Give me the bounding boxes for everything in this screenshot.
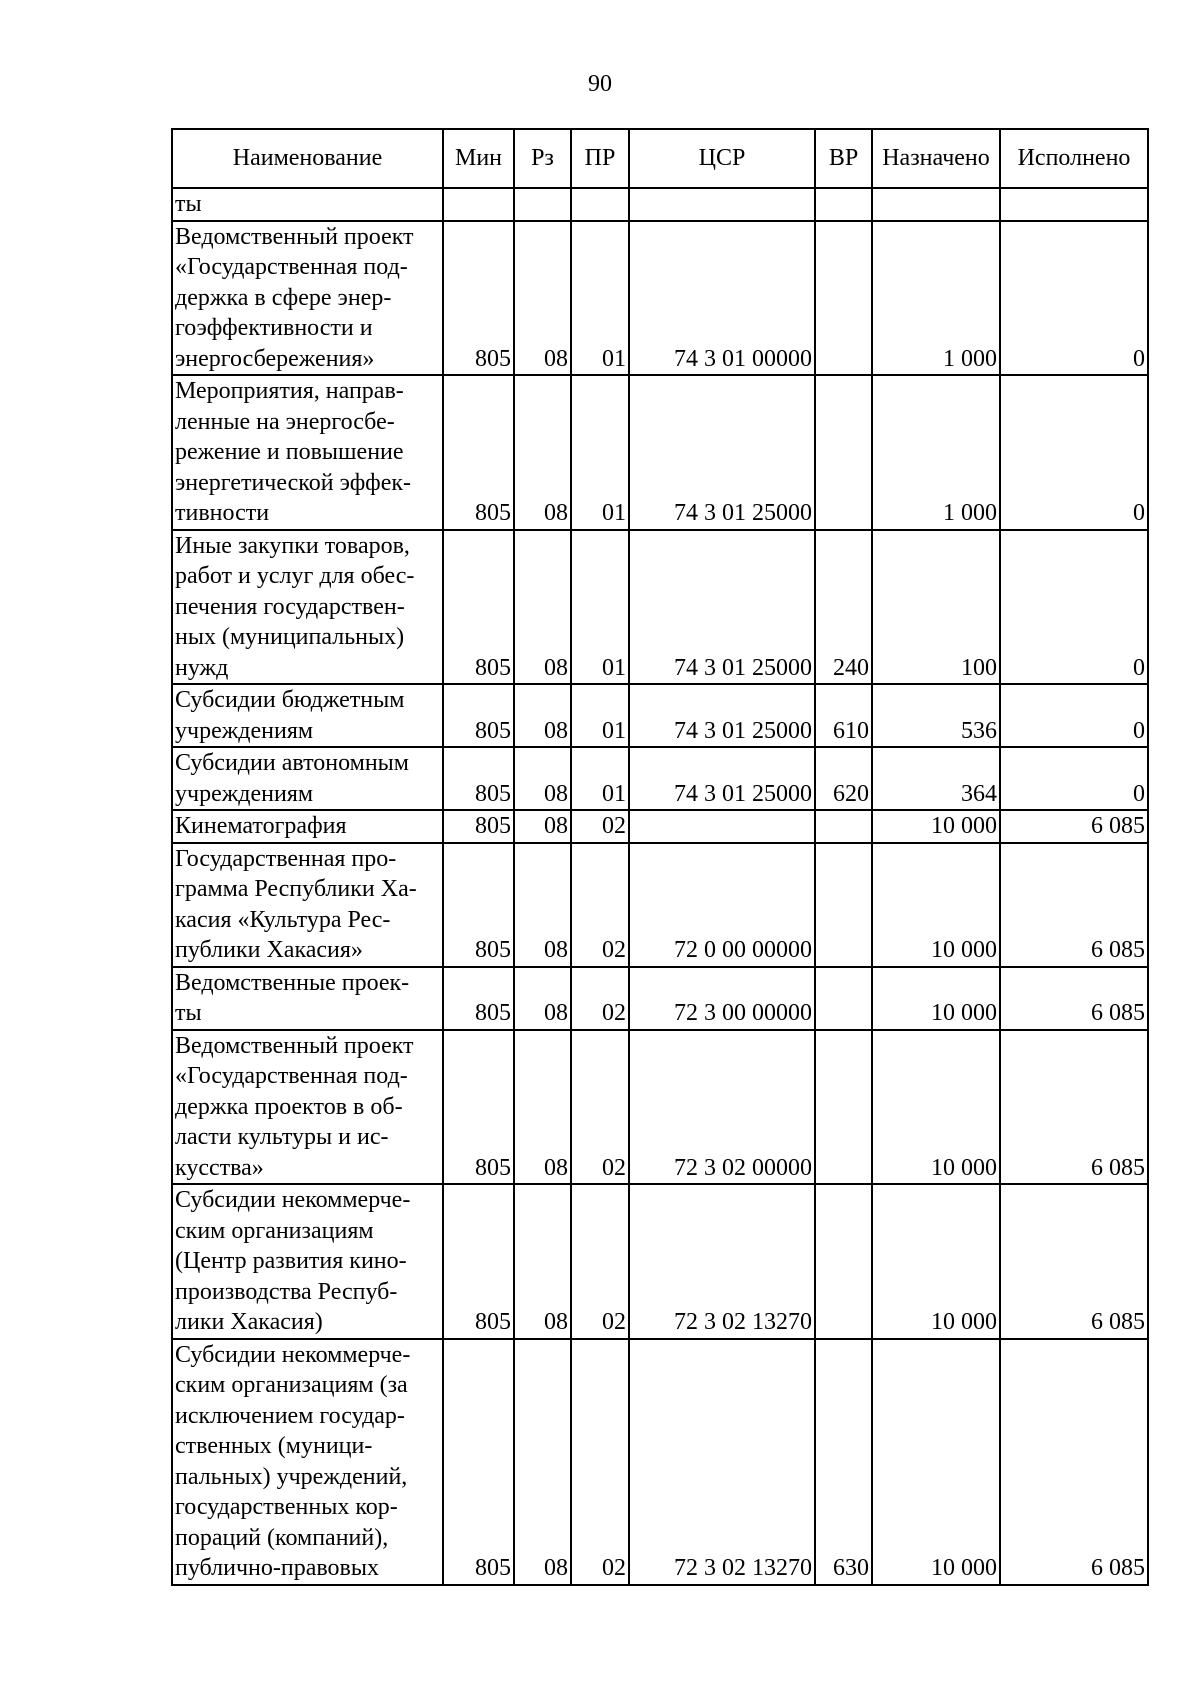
table-row bbox=[172, 1030, 1148, 1185]
cell-assigned: 10 000 bbox=[872, 967, 1000, 1030]
cell-executed: 6 085 bbox=[1000, 967, 1148, 1030]
cell-name: Мероприятия, направ- ленные на энергосбе- режение и повышение энергетической эффек- тивности bbox=[172, 375, 443, 530]
cell-rz: 08 bbox=[514, 221, 571, 376]
table-row bbox=[172, 843, 1148, 967]
table-row bbox=[172, 810, 1148, 843]
table-row bbox=[172, 530, 1148, 685]
cell-executed: 6 085 bbox=[1000, 810, 1148, 843]
cell-pr bbox=[571, 188, 629, 221]
cell-pr: 01 bbox=[571, 684, 629, 747]
cell-min: 805 bbox=[443, 810, 514, 843]
cell-csr: 72 3 00 00000 bbox=[629, 967, 815, 1030]
cell-name: Ведомственный проект «Государственная под- держка в сфере энер- гоэффективности и энергосбережения» bbox=[172, 221, 443, 376]
cell-csr: 72 3 02 00000 bbox=[629, 1030, 815, 1185]
table-header-row bbox=[172, 129, 1148, 188]
cell-pr: 02 bbox=[571, 843, 629, 967]
cell-min: 805 bbox=[443, 967, 514, 1030]
cell-name: Субсидии автономным учреждениям bbox=[172, 747, 443, 810]
table-row bbox=[172, 221, 1148, 376]
cell-name: Кинематография bbox=[172, 810, 443, 843]
cell-vr: 620 bbox=[815, 747, 872, 810]
cell-executed: 0 bbox=[1000, 530, 1148, 685]
cell-vr: 610 bbox=[815, 684, 872, 747]
cell-pr: 02 bbox=[571, 810, 629, 843]
cell-executed bbox=[1000, 188, 1148, 221]
cell-min: 805 bbox=[443, 684, 514, 747]
cell-rz: 08 bbox=[514, 1339, 571, 1585]
cell-min bbox=[443, 188, 514, 221]
cell-vr bbox=[815, 810, 872, 843]
header-csr: ЦСР bbox=[629, 129, 815, 188]
cell-min: 805 bbox=[443, 747, 514, 810]
cell-pr: 01 bbox=[571, 530, 629, 685]
cell-executed: 6 085 bbox=[1000, 843, 1148, 967]
header-vr: ВР bbox=[815, 129, 872, 188]
cell-min: 805 bbox=[443, 1030, 514, 1185]
cell-assigned: 10 000 bbox=[872, 1339, 1000, 1585]
table-row bbox=[172, 747, 1148, 810]
cell-name: Ведомственный проект «Государственная под- держка проектов в об- ласти культуры и ис- кусства» bbox=[172, 1030, 443, 1185]
cell-csr: 72 3 02 13270 bbox=[629, 1184, 815, 1339]
cell-assigned bbox=[872, 188, 1000, 221]
cell-vr bbox=[815, 1030, 872, 1185]
cell-csr: 74 3 01 25000 bbox=[629, 530, 815, 685]
cell-rz: 08 bbox=[514, 530, 571, 685]
cell-pr: 02 bbox=[571, 1030, 629, 1185]
cell-rz: 08 bbox=[514, 843, 571, 967]
cell-min: 805 bbox=[443, 530, 514, 685]
cell-rz: 08 bbox=[514, 1030, 571, 1185]
header-name: Наименование bbox=[172, 129, 443, 188]
page-number: 90 bbox=[588, 71, 612, 97]
table-row bbox=[172, 967, 1148, 1030]
cell-csr bbox=[629, 188, 815, 221]
cell-csr: 72 3 02 13270 bbox=[629, 1339, 815, 1585]
header-assigned: Назначено bbox=[872, 129, 1000, 188]
table-row bbox=[172, 684, 1148, 747]
budget-table bbox=[171, 128, 1149, 1586]
cell-executed: 0 bbox=[1000, 221, 1148, 376]
cell-assigned: 10 000 bbox=[872, 810, 1000, 843]
cell-executed: 0 bbox=[1000, 747, 1148, 810]
cell-rz: 08 bbox=[514, 1184, 571, 1339]
header-pr: ПР bbox=[571, 129, 629, 188]
cell-name: Субсидии бюджетным учреждениям bbox=[172, 684, 443, 747]
cell-rz bbox=[514, 188, 571, 221]
cell-rz: 08 bbox=[514, 684, 571, 747]
header-executed: Исполнено bbox=[1000, 129, 1148, 188]
cell-name: Иные закупки товаров, работ и услуг для обес- печения государствен- ных (муниципальных) нужд bbox=[172, 530, 443, 685]
cell-min: 805 bbox=[443, 843, 514, 967]
cell-executed: 0 bbox=[1000, 684, 1148, 747]
cell-vr bbox=[815, 1184, 872, 1339]
cell-vr: 630 bbox=[815, 1339, 872, 1585]
cell-rz: 08 bbox=[514, 810, 571, 843]
cell-vr bbox=[815, 375, 872, 530]
cell-pr: 01 bbox=[571, 375, 629, 530]
cell-pr: 02 bbox=[571, 967, 629, 1030]
header-min: Мин bbox=[443, 129, 514, 188]
cell-assigned: 10 000 bbox=[872, 843, 1000, 967]
cell-pr: 01 bbox=[571, 747, 629, 810]
cell-vr bbox=[815, 843, 872, 967]
cell-pr: 02 bbox=[571, 1339, 629, 1585]
cell-assigned: 10 000 bbox=[872, 1184, 1000, 1339]
cell-csr: 74 3 01 25000 bbox=[629, 375, 815, 530]
cell-min: 805 bbox=[443, 1339, 514, 1585]
cell-rz: 08 bbox=[514, 375, 571, 530]
cell-name: Субсидии некоммерче- ским организациям (Центр развития кино- производства Респуб- лики Хакасия) bbox=[172, 1184, 443, 1339]
cell-csr: 72 0 00 00000 bbox=[629, 843, 815, 967]
cell-csr: 74 3 01 25000 bbox=[629, 747, 815, 810]
cell-name: ты bbox=[172, 188, 443, 221]
cell-csr: 74 3 01 00000 bbox=[629, 221, 815, 376]
cell-assigned: 364 bbox=[872, 747, 1000, 810]
cell-assigned: 10 000 bbox=[872, 1030, 1000, 1185]
cell-min: 805 bbox=[443, 221, 514, 376]
cell-name: Государственная про- грамма Республики Ха- касия «Культура Рес- публики Хакасия» bbox=[172, 843, 443, 967]
cell-assigned: 1 000 bbox=[872, 221, 1000, 376]
cell-executed: 0 bbox=[1000, 375, 1148, 530]
cell-min: 805 bbox=[443, 1184, 514, 1339]
cell-csr bbox=[629, 810, 815, 843]
cell-vr bbox=[815, 221, 872, 376]
cell-rz: 08 bbox=[514, 747, 571, 810]
table-row bbox=[172, 375, 1148, 530]
cell-executed: 6 085 bbox=[1000, 1339, 1148, 1585]
cell-assigned: 1 000 bbox=[872, 375, 1000, 530]
header-rz: Рз bbox=[514, 129, 571, 188]
cell-min: 805 bbox=[443, 375, 514, 530]
table-row bbox=[172, 1339, 1148, 1585]
cell-assigned: 100 bbox=[872, 530, 1000, 685]
table-body bbox=[172, 188, 1148, 1585]
cell-executed: 6 085 bbox=[1000, 1184, 1148, 1339]
cell-name: Ведомственные проек- ты bbox=[172, 967, 443, 1030]
cell-vr bbox=[815, 188, 872, 221]
cell-vr bbox=[815, 967, 872, 1030]
cell-rz: 08 bbox=[514, 967, 571, 1030]
cell-vr: 240 bbox=[815, 530, 872, 685]
cell-executed: 6 085 bbox=[1000, 1030, 1148, 1185]
cell-pr: 01 bbox=[571, 221, 629, 376]
table-row bbox=[172, 188, 1148, 221]
table-row bbox=[172, 1184, 1148, 1339]
cell-csr: 74 3 01 25000 bbox=[629, 684, 815, 747]
cell-name: Субсидии некоммерче- ским организациям (за исключением государ- ственных (муници- пальных) учреждений, государственных кор- пораций (компаний), публично-правовых bbox=[172, 1339, 443, 1585]
cell-pr: 02 bbox=[571, 1184, 629, 1339]
cell-assigned: 536 bbox=[872, 684, 1000, 747]
